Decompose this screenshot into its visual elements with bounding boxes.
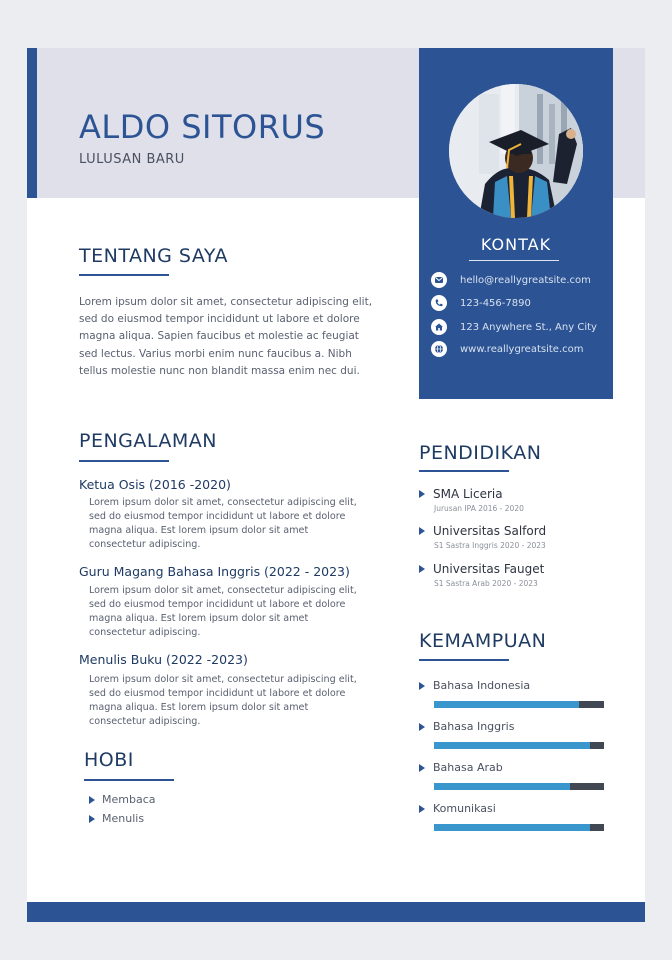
job-title: Guru Magang Bahasa Inggris (2022 - 2023) <box>79 564 350 579</box>
contact-title-rule <box>469 260 559 261</box>
education-title: PENDIDIKAN <box>419 442 542 464</box>
header-accent-stripe <box>27 48 37 198</box>
school-details: S1 Sastra Inggris 2020 - 2023 <box>434 541 546 550</box>
about-title-rule <box>79 274 169 276</box>
bullet-triangle-icon <box>419 723 425 731</box>
contact-phone[interactable] <box>431 294 531 312</box>
contact-website-text: www.reallygreatsite.com <box>460 343 584 355</box>
skills-title-rule <box>419 659 509 661</box>
globe-icon <box>431 341 447 357</box>
education-title-rule <box>419 470 509 472</box>
candidate-role: LULUSAN BARU <box>79 152 185 167</box>
school-name: SMA Liceria <box>433 487 503 501</box>
skill-name: Bahasa Arab <box>433 761 503 774</box>
bullet-triangle-icon <box>89 815 95 823</box>
job-description: Lorem ipsum dolor sit amet, consectetur adipiscing elit, sed do eiusmod tempor incididunt ut labore et dolore magna aliqua. Est lorem ipsum dolor sit amet consectetur adipiscing. <box>89 585 357 639</box>
skill-item <box>419 761 503 774</box>
skill-level-fill <box>434 783 570 790</box>
bullet-triangle-icon <box>419 527 425 535</box>
hobbies-title-rule <box>84 779 174 781</box>
contact-email-text: hello@reallygreatsite.com <box>460 274 591 286</box>
skill-level-bar <box>434 701 604 708</box>
skill-item <box>419 679 530 692</box>
contact-address[interactable] <box>431 318 597 336</box>
experience-title: PENGALAMAN <box>79 430 218 452</box>
bullet-triangle-icon <box>419 490 425 498</box>
skill-name: Komunikasi <box>433 802 496 815</box>
skill-level-fill <box>434 701 579 708</box>
contact-title: KONTAK <box>480 235 552 254</box>
about-text: Lorem ipsum dolor sit amet, consectetur adipiscing elit, sed do eiusmod tempor incididunt ut labore et dolore magna aliqua. Sapien faucibus et molestie ac feugiat sed lectus. Varius morbi enim nunc faucibus a. Nibh tellus molestie nunc non blandit massa enim nec dui. <box>79 296 373 377</box>
home-icon <box>431 319 447 335</box>
bullet-triangle-icon <box>89 796 95 804</box>
hobby-item <box>89 812 144 825</box>
skill-name: Bahasa Inggris <box>433 720 515 733</box>
school-details: Jurusan IPA 2016 - 2020 <box>434 504 524 513</box>
footer-band <box>27 902 645 922</box>
school-name: Universitas Fauget <box>433 562 545 576</box>
skills-title: KEMAMPUAN <box>419 630 547 652</box>
hobby-label: Menulis <box>102 812 145 825</box>
school-name: Universitas Salford <box>433 524 547 538</box>
about-title: TENTANG SAYA <box>79 245 228 267</box>
contact-website[interactable] <box>431 340 583 358</box>
skill-level-bar <box>434 824 604 831</box>
skill-item <box>419 802 496 815</box>
school-details: S1 Sastra Arab 2020 - 2023 <box>434 579 538 588</box>
job-description: Lorem ipsum dolor sit amet, consectetur adipiscing elit, sed do eiusmod tempor incididunt ut labore et dolore magna aliqua. Est lorem ipsum dolor sit amet consectetur adipiscing. <box>89 497 357 551</box>
contact-phone-text: 123-456-7890 <box>460 297 531 309</box>
skill-level-bar <box>434 783 604 790</box>
hobby-label: Membaca <box>102 793 156 806</box>
skill-level-fill <box>434 742 590 749</box>
contact-address-text: 123 Anywhere St., Any City <box>460 321 597 333</box>
job-title: Ketua Osis (2016 -2020) <box>79 477 231 492</box>
profile-photo <box>449 84 583 218</box>
job-title: Menulis Buku (2022 -2023) <box>79 652 248 667</box>
candidate-name: ALDO SITORUS <box>79 108 326 146</box>
hobby-item <box>89 793 156 806</box>
contact-panel <box>419 48 613 399</box>
graduate-photo-illustration <box>449 84 583 218</box>
bullet-triangle-icon <box>419 565 425 573</box>
contact-email[interactable] <box>431 271 591 289</box>
education-item <box>419 524 546 550</box>
education-item <box>419 562 544 588</box>
skill-name: Bahasa Indonesia <box>433 679 531 692</box>
experience-title-rule <box>79 460 169 462</box>
bullet-triangle-icon <box>419 764 425 772</box>
hobbies-title: HOBI <box>84 749 134 771</box>
phone-icon <box>431 295 447 311</box>
skill-item <box>419 720 514 733</box>
bullet-triangle-icon <box>419 805 425 813</box>
mail-icon <box>431 272 447 288</box>
resume-page <box>27 48 645 922</box>
bullet-triangle-icon <box>419 682 425 690</box>
education-item <box>419 487 524 513</box>
skill-level-bar <box>434 742 604 749</box>
job-description: Lorem ipsum dolor sit amet, consectetur adipiscing elit, sed do eiusmod tempor incididunt ut labore et dolore magna aliqua. Est lorem ipsum dolor sit amet consectetur adipiscing. <box>89 674 357 728</box>
skill-level-fill <box>434 824 590 831</box>
